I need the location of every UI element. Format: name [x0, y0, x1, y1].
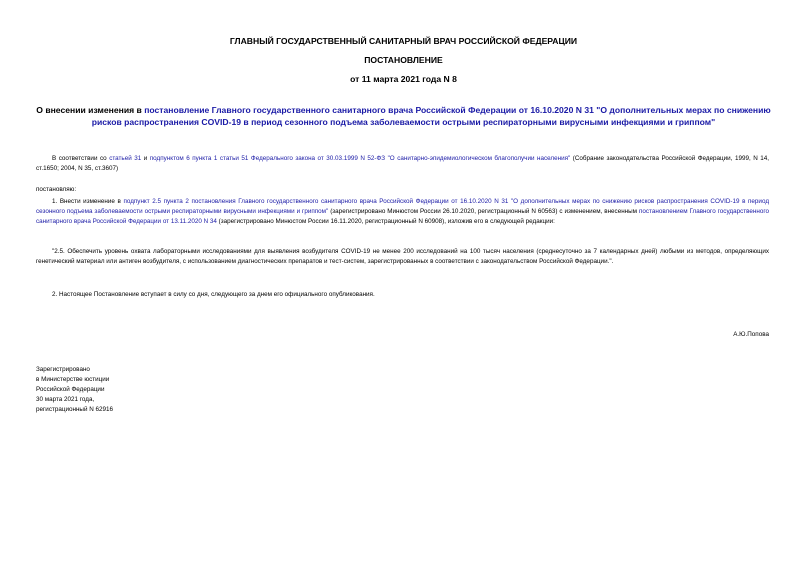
registration-line-5: регистрационный N 62916 [36, 406, 114, 413]
preamble-paragraph [36, 154, 769, 174]
document-date-number: от 11 марта 2021 года N 8 [350, 74, 457, 84]
registration-line-1: Зарегистрировано [36, 366, 90, 373]
resolve-line: постановляю: [36, 186, 77, 193]
registration-line-4: 30 марта 2021 года, [36, 396, 95, 403]
quoted-new-wording: "2.5. Обеспечить уровень охвата лабораторными исследованиями для выявления возбудителя COVID-19 не менее 200 исследований на 100 тысяч населения (среднесуточно за 7 календарных дней) любыми из методов, определяющих генетический материал или антиген возбудителя, с использованием диагностических препаратов и тест-систем, зарегистрированных в соответствии с законодательством Российской Федерации.". [36, 248, 769, 266]
issuing-authority: ГЛАВНЫЙ ГОСУДАРСТВЕННЫЙ САНИТАРНЫЙ ВРАЧ РОССИЙСКОЙ ФЕДЕРАЦИИ [229, 36, 578, 46]
item-1-paragraph [36, 197, 769, 228]
article-31-link[interactable]: статьей 31 [109, 155, 142, 162]
registration-line-2: в Министерстве юстиции [36, 376, 110, 383]
preamble-text-3: (Собрание законодательства Российской Федерации, 1999, N 14, ст.1650; 2004, N 35, ст.3607) [36, 155, 770, 173]
document-title [36, 104, 771, 128]
item-1-text-3: (зарегистрировано Минюстом России 16.11.2020, регистрационный N 60908), изложив его в следующей редакции: [216, 218, 555, 226]
preamble-text-1: В соответствии со [52, 155, 110, 162]
signatory-name: А.Ю.Попова [733, 331, 769, 338]
item-1-text-2: (зарегистрировано Минюстом России 26.10.2020, регистрационный N 60563) с изменением, внесенным [328, 208, 639, 216]
subparagraph-2-5-link[interactable]: подпункт 2.5 пункта 2 постановления Главного государственного санитарного врача Российской Федерации от 16.10.2020 N 31 "О дополнительных мерах по снижению рисков распространения COVID-19 в период сезонного подъема заболеваемости острыми респираторными вирусными инфекциями и гриппом" [36, 198, 769, 216]
item-1-text-1: 1. Внести изменение в [52, 198, 124, 205]
document-type: ПОСТАНОВЛЕНИЕ [364, 55, 443, 65]
preamble-text-2: и [141, 155, 150, 162]
resolution-34-link[interactable]: постановлением Главного государственного санитарного врача Российской Федерации от 13.11.2020 N 34 [36, 208, 769, 226]
registration-line-3: Российской Федерации [36, 386, 105, 393]
registration-block [36, 365, 113, 415]
title-prefix: О внесении изменения в [36, 105, 145, 115]
title-link[interactable]: постановление Главного государственного санитарного врача Российской Федерации от 16.10.2020 N 31 "О дополнительных мерах по снижению рисков распространения COVID-19 в период сезонного подъема заболеваемости острыми респираторными вирусными инфекциями и гриппом" [91, 105, 771, 127]
federal-law-link[interactable]: подпунктом 6 пункта 1 статьи 51 Федерального закона от 30.03.1999 N 52-ФЗ "О санитарно-эпидемиологическом благополучии населения" [149, 155, 571, 162]
item-2-paragraph: 2. Настоящее Постановление вступает в силу со дня, следующего за днем его официального опубликования. [52, 291, 375, 298]
